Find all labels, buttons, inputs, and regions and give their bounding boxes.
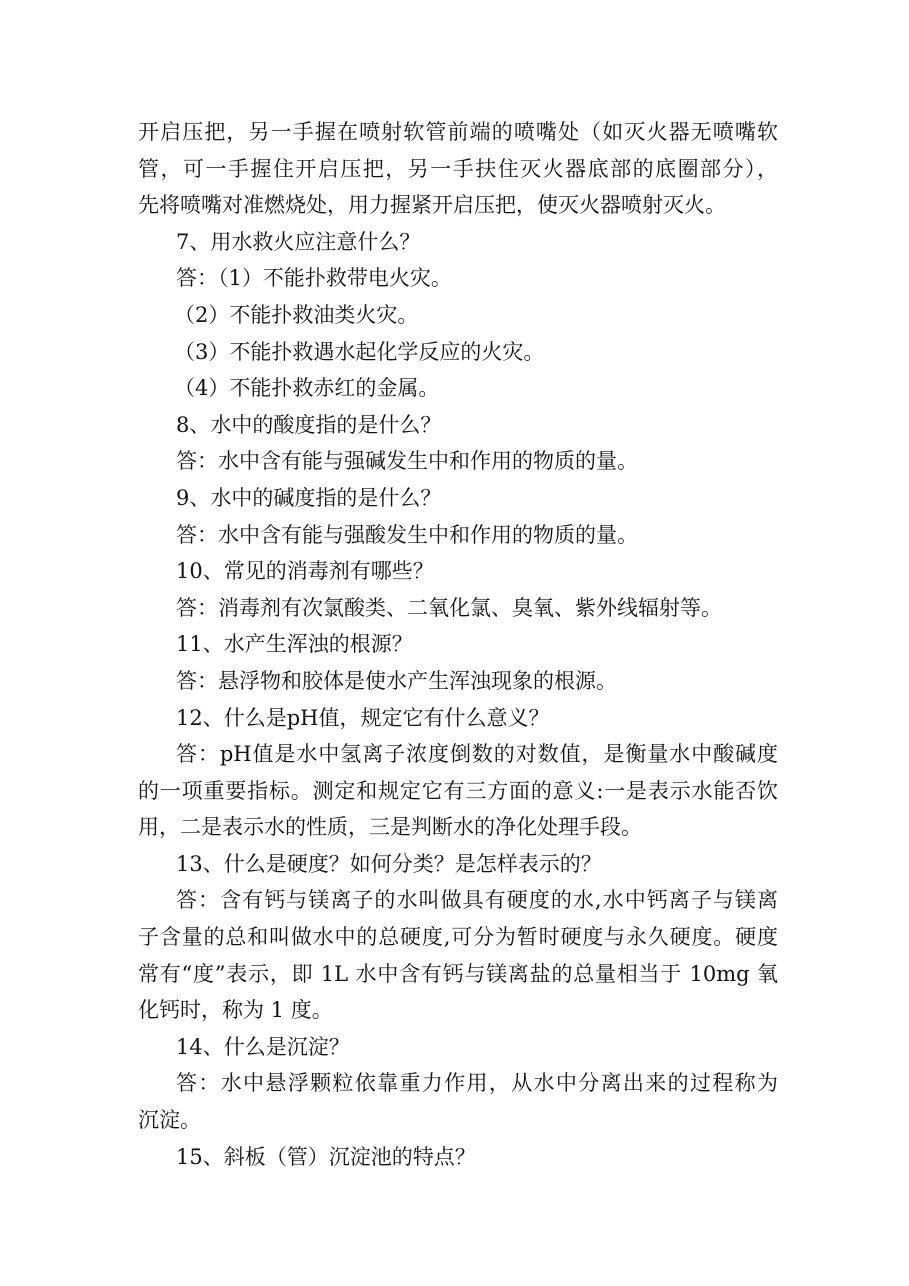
answer-7-item-4: （4）不能扑救赤红的金属。 — [174, 376, 440, 401]
question-10: 10、常见的消毒剂有哪些？ — [176, 559, 434, 584]
question-13: 13、什么是硬度？如何分类？是怎样表示的？ — [176, 851, 602, 876]
answer-12: 答：pH值是水中氢离子浓度倒数的对数值，是衡量水中酸碱度 — [176, 742, 778, 767]
question-7: 7、用水救火应注意什么？ — [176, 229, 421, 254]
answer-11: 答：悬浮物和胶体是使水产生浑浊现象的根源。 — [176, 668, 617, 693]
answer-7: 答：（1）不能扑救带电火灾。 — [176, 266, 452, 291]
answer-7-item-2: （2）不能扑救油类火灾。 — [174, 302, 419, 327]
text-line: 开启压把，另一手握在喷射软管前端的喷嘴处（如灭火器无喷嘴软 — [138, 120, 778, 144]
text-line: 用，二是表示水的性质，三是判断水的净化处理手段。 — [138, 815, 642, 840]
question-12: 12、什么是pH值，规定它有什么意义？ — [176, 705, 550, 730]
text-line: 的一项重要指标。测定和规定它有三方面的意义:一是表示水能否饮 — [138, 778, 778, 803]
text-line: 化钙时，称为 1 度。 — [138, 998, 333, 1023]
text-line: 子含量的总和叫做水中的总硬度,可分为暂时硬度与永久硬度。硬度 — [138, 925, 778, 950]
text-line: 常有“度”表示，即 1L 水中含有钙与镁离盐的总量相当于 10mg 氧 — [138, 961, 778, 986]
answer-10: 答：消毒剂有次氯酸类、二氧化氯、臭氧、紫外线辐射等。 — [176, 595, 722, 620]
text-line: 沉淀。 — [138, 1108, 201, 1133]
answer-13: 答：含有钙与镁离子的水叫做具有硬度的水,水中钙离子与镁离 — [176, 888, 778, 913]
question-11: 11、水产生浑浊的根源？ — [176, 632, 413, 657]
question-9: 9、水中的碱度指的是什么？ — [176, 485, 442, 510]
answer-14: 答：水中悬浮颗粒依靠重力作用，从水中分离出来的过程称为 — [176, 1071, 778, 1096]
answer-9: 答：水中含有能与强酸发生中和作用的物质的量。 — [176, 522, 638, 547]
answer-7-item-3: （3）不能扑救遇水起化学反应的火灾。 — [174, 339, 545, 364]
question-8: 8、水中的酸度指的是什么？ — [176, 412, 442, 437]
question-15: 15、斜板（管）沉淀池的特点？ — [176, 1144, 476, 1169]
question-14: 14、什么是沉淀？ — [176, 1034, 350, 1059]
document-page — [138, 114, 778, 1175]
answer-8: 答：水中含有能与强碱发生中和作用的物质的量。 — [176, 449, 638, 474]
text-line: 管，可一手握住开启压把，另一手扶住灭火器底部的底圈部分）， — [138, 156, 778, 181]
text-line: 先将喷嘴对准燃烧处，用力握紧开启压把，使灭火器喷射灭火。 — [138, 193, 726, 218]
